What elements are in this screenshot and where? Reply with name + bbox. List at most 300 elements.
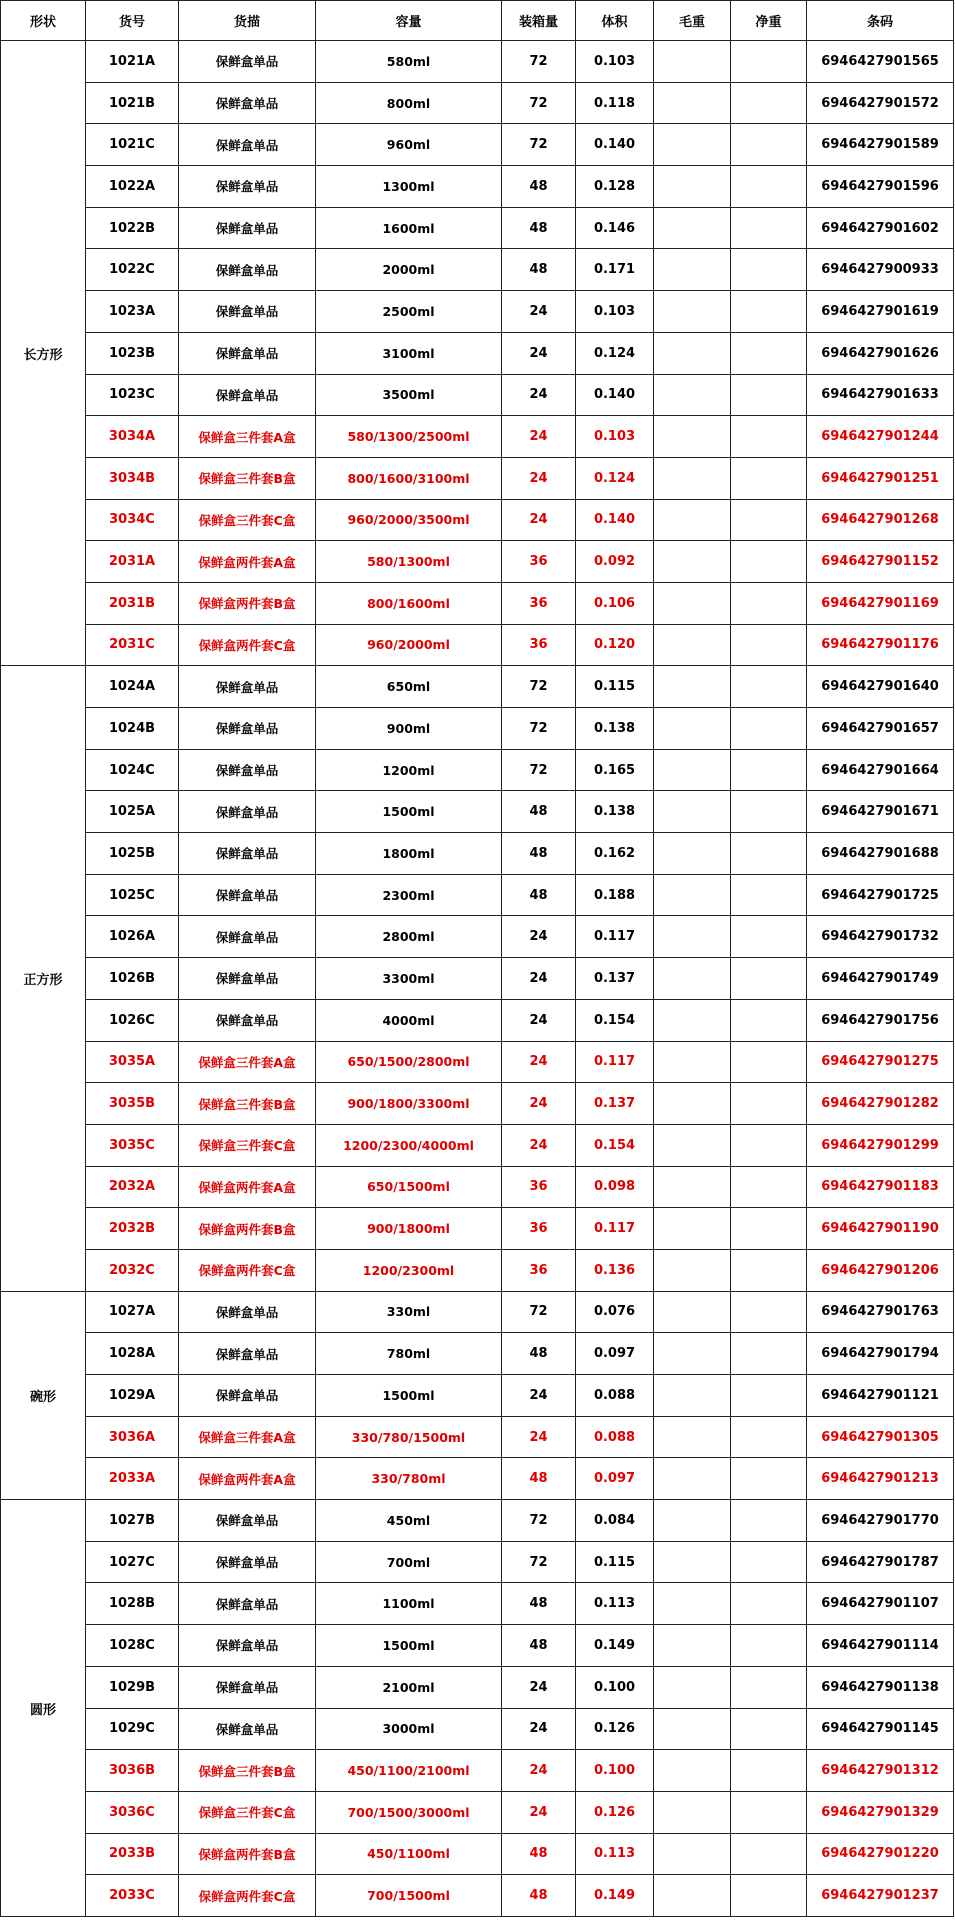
sku-cell: 2033A <box>86 1458 179 1500</box>
capacity-cell: 1600ml <box>316 207 502 249</box>
capacity-cell: 780ml <box>316 1333 502 1375</box>
gross-weight-cell <box>654 1500 731 1542</box>
net-weight-cell <box>731 124 807 166</box>
net-weight-cell <box>731 999 807 1041</box>
volume-cell: 0.140 <box>576 499 654 541</box>
barcode-cell: 6946427901244 <box>807 416 954 458</box>
table-row <box>1 1333 954 1375</box>
net-weight-cell <box>731 374 807 416</box>
description-cell: 保鲜盒单品 <box>179 207 316 249</box>
carton-qty-cell: 24 <box>502 332 576 374</box>
net-weight-cell <box>731 749 807 791</box>
gross-weight-cell <box>654 1375 731 1417</box>
net-weight-cell <box>731 332 807 374</box>
description-cell: 保鲜盒三件套C盒 <box>179 1791 316 1833</box>
gross-weight-cell <box>654 332 731 374</box>
sku-cell: 2031C <box>86 624 179 666</box>
net-weight-cell <box>731 1541 807 1583</box>
carton-qty-cell: 24 <box>502 499 576 541</box>
barcode-cell: 6946427901152 <box>807 541 954 583</box>
sku-cell: 1027B <box>86 1500 179 1542</box>
table-row <box>1 833 954 875</box>
volume-cell: 0.097 <box>576 1458 654 1500</box>
table-row <box>1 457 954 499</box>
barcode-cell: 6946427901183 <box>807 1166 954 1208</box>
capacity-cell: 650ml <box>316 666 502 708</box>
gross-weight-cell <box>654 1416 731 1458</box>
sku-cell: 1024A <box>86 666 179 708</box>
table-row <box>1 124 954 166</box>
carton-qty-cell: 24 <box>502 1791 576 1833</box>
gross-weight-cell <box>654 749 731 791</box>
description-cell: 保鲜盒单品 <box>179 1333 316 1375</box>
carton-qty-cell: 24 <box>502 291 576 333</box>
table-row <box>1 82 954 124</box>
net-weight-cell <box>731 1124 807 1166</box>
net-weight-cell <box>731 82 807 124</box>
gross-weight-cell <box>654 457 731 499</box>
table-row <box>1 1541 954 1583</box>
description-cell: 保鲜盒三件套A盒 <box>179 416 316 458</box>
carton-qty-cell: 24 <box>502 999 576 1041</box>
gross-weight-cell <box>654 624 731 666</box>
net-weight-cell <box>731 1458 807 1500</box>
volume-cell: 0.124 <box>576 457 654 499</box>
carton-qty-cell: 48 <box>502 1333 576 1375</box>
gross-weight-cell <box>654 1750 731 1792</box>
gross-weight-cell <box>654 1833 731 1875</box>
gross-weight-cell <box>654 207 731 249</box>
sku-cell: 1029C <box>86 1708 179 1750</box>
volume-cell: 0.088 <box>576 1416 654 1458</box>
gross-weight-cell <box>654 833 731 875</box>
capacity-cell: 330ml <box>316 1291 502 1333</box>
capacity-cell: 960/2000/3500ml <box>316 499 502 541</box>
net-weight-cell <box>731 1500 807 1542</box>
barcode-cell: 6946427901626 <box>807 332 954 374</box>
sku-cell: 1026C <box>86 999 179 1041</box>
table-row <box>1 582 954 624</box>
volume-cell: 0.100 <box>576 1666 654 1708</box>
carton-qty-cell: 48 <box>502 874 576 916</box>
carton-qty-cell: 36 <box>502 1249 576 1291</box>
barcode-cell: 6946427901237 <box>807 1875 954 1917</box>
header-sku: 货号 <box>86 1 179 41</box>
volume-cell: 0.149 <box>576 1875 654 1917</box>
barcode-cell: 6946427900933 <box>807 249 954 291</box>
table-row <box>1 207 954 249</box>
net-weight-cell <box>731 1375 807 1417</box>
barcode-cell: 6946427901169 <box>807 582 954 624</box>
table-row <box>1 1124 954 1166</box>
capacity-cell: 800/1600/3100ml <box>316 457 502 499</box>
net-weight-cell <box>731 1833 807 1875</box>
capacity-cell: 700ml <box>316 1541 502 1583</box>
carton-qty-cell: 24 <box>502 1124 576 1166</box>
table-row <box>1 624 954 666</box>
volume-cell: 0.154 <box>576 1124 654 1166</box>
carton-qty-cell: 24 <box>502 1041 576 1083</box>
barcode-cell: 6946427901305 <box>807 1416 954 1458</box>
table-body <box>1 41 954 1917</box>
description-cell: 保鲜盒单品 <box>179 1500 316 1542</box>
sku-cell: 1029A <box>86 1375 179 1417</box>
capacity-cell: 3300ml <box>316 958 502 1000</box>
barcode-cell: 6946427901190 <box>807 1208 954 1250</box>
barcode-cell: 6946427901299 <box>807 1124 954 1166</box>
gross-weight-cell <box>654 791 731 833</box>
volume-cell: 0.117 <box>576 916 654 958</box>
volume-cell: 0.103 <box>576 41 654 83</box>
gross-weight-cell <box>654 1333 731 1375</box>
carton-qty-cell: 48 <box>502 166 576 208</box>
header-row <box>1 1 954 41</box>
table-row <box>1 874 954 916</box>
sku-cell: 3035B <box>86 1083 179 1125</box>
description-cell: 保鲜盒单品 <box>179 749 316 791</box>
header-carton-qty: 装箱量 <box>502 1 576 41</box>
sku-cell: 1021C <box>86 124 179 166</box>
barcode-cell: 6946427901565 <box>807 41 954 83</box>
sku-cell: 1026A <box>86 916 179 958</box>
description-cell: 保鲜盒单品 <box>179 166 316 208</box>
description-cell: 保鲜盒三件套A盒 <box>179 1041 316 1083</box>
barcode-cell: 6946427901749 <box>807 958 954 1000</box>
net-weight-cell <box>731 1041 807 1083</box>
table-row <box>1 1458 954 1500</box>
barcode-cell: 6946427901145 <box>807 1708 954 1750</box>
net-weight-cell <box>731 582 807 624</box>
capacity-cell: 1200ml <box>316 749 502 791</box>
net-weight-cell <box>731 1583 807 1625</box>
description-cell: 保鲜盒单品 <box>179 1541 316 1583</box>
table-row <box>1 249 954 291</box>
carton-qty-cell: 48 <box>502 207 576 249</box>
carton-qty-cell: 48 <box>502 791 576 833</box>
gross-weight-cell <box>654 666 731 708</box>
sku-cell: 3036A <box>86 1416 179 1458</box>
gross-weight-cell <box>654 166 731 208</box>
volume-cell: 0.140 <box>576 124 654 166</box>
carton-qty-cell: 72 <box>502 124 576 166</box>
net-weight-cell <box>731 291 807 333</box>
sku-cell: 2032B <box>86 1208 179 1250</box>
capacity-cell: 700/1500/3000ml <box>316 1791 502 1833</box>
sku-cell: 1027C <box>86 1541 179 1583</box>
net-weight-cell <box>731 207 807 249</box>
carton-qty-cell: 24 <box>502 374 576 416</box>
capacity-cell: 800ml <box>316 82 502 124</box>
description-cell: 保鲜盒三件套A盒 <box>179 1416 316 1458</box>
volume-cell: 0.140 <box>576 374 654 416</box>
capacity-cell: 1300ml <box>316 166 502 208</box>
sku-cell: 1026B <box>86 958 179 1000</box>
sku-cell: 1023A <box>86 291 179 333</box>
volume-cell: 0.103 <box>576 416 654 458</box>
net-weight-cell <box>731 1333 807 1375</box>
description-cell: 保鲜盒单品 <box>179 958 316 1000</box>
net-weight-cell <box>731 1875 807 1917</box>
net-weight-cell <box>731 41 807 83</box>
gross-weight-cell <box>654 1041 731 1083</box>
volume-cell: 0.120 <box>576 624 654 666</box>
description-cell: 保鲜盒三件套B盒 <box>179 457 316 499</box>
volume-cell: 0.138 <box>576 708 654 750</box>
carton-qty-cell: 72 <box>502 82 576 124</box>
net-weight-cell <box>731 666 807 708</box>
net-weight-cell <box>731 1708 807 1750</box>
table-row <box>1 1041 954 1083</box>
carton-qty-cell: 48 <box>502 1583 576 1625</box>
table-row <box>1 541 954 583</box>
gross-weight-cell <box>654 708 731 750</box>
capacity-cell: 2300ml <box>316 874 502 916</box>
carton-qty-cell: 72 <box>502 41 576 83</box>
capacity-cell: 3500ml <box>316 374 502 416</box>
carton-qty-cell: 24 <box>502 1416 576 1458</box>
capacity-cell: 2000ml <box>316 249 502 291</box>
header-description: 货描 <box>179 1 316 41</box>
gross-weight-cell <box>654 1791 731 1833</box>
volume-cell: 0.117 <box>576 1041 654 1083</box>
sku-cell: 1025C <box>86 874 179 916</box>
volume-cell: 0.138 <box>576 791 654 833</box>
gross-weight-cell <box>654 1583 731 1625</box>
capacity-cell: 1500ml <box>316 1375 502 1417</box>
description-cell: 保鲜盒单品 <box>179 833 316 875</box>
description-cell: 保鲜盒两件套C盒 <box>179 1249 316 1291</box>
net-weight-cell <box>731 541 807 583</box>
net-weight-cell <box>731 833 807 875</box>
barcode-cell: 6946427901756 <box>807 999 954 1041</box>
description-cell: 保鲜盒单品 <box>179 124 316 166</box>
capacity-cell: 1800ml <box>316 833 502 875</box>
table-row <box>1 166 954 208</box>
carton-qty-cell: 36 <box>502 1166 576 1208</box>
barcode-cell: 6946427901275 <box>807 1041 954 1083</box>
carton-qty-cell: 48 <box>502 249 576 291</box>
net-weight-cell <box>731 1083 807 1125</box>
description-cell: 保鲜盒单品 <box>179 916 316 958</box>
gross-weight-cell <box>654 958 731 1000</box>
net-weight-cell <box>731 1208 807 1250</box>
barcode-cell: 6946427901206 <box>807 1249 954 1291</box>
shape-group-cell: 圆形 <box>1 1500 86 1917</box>
capacity-cell: 1200/2300ml <box>316 1249 502 1291</box>
carton-qty-cell: 48 <box>502 1625 576 1667</box>
volume-cell: 0.126 <box>576 1708 654 1750</box>
table-row <box>1 1666 954 1708</box>
description-cell: 保鲜盒三件套B盒 <box>179 1083 316 1125</box>
capacity-cell: 450/1100ml <box>316 1833 502 1875</box>
description-cell: 保鲜盒两件套A盒 <box>179 541 316 583</box>
gross-weight-cell <box>654 1625 731 1667</box>
sku-cell: 1021B <box>86 82 179 124</box>
carton-qty-cell: 72 <box>502 1291 576 1333</box>
description-cell: 保鲜盒单品 <box>179 1666 316 1708</box>
volume-cell: 0.188 <box>576 874 654 916</box>
gross-weight-cell <box>654 1249 731 1291</box>
table-row <box>1 1416 954 1458</box>
sku-cell: 1025A <box>86 791 179 833</box>
sku-cell: 2031B <box>86 582 179 624</box>
sku-cell: 2033B <box>86 1833 179 1875</box>
sku-cell: 1023B <box>86 332 179 374</box>
carton-qty-cell: 48 <box>502 1458 576 1500</box>
barcode-cell: 6946427901794 <box>807 1333 954 1375</box>
carton-qty-cell: 24 <box>502 457 576 499</box>
capacity-cell: 650/1500ml <box>316 1166 502 1208</box>
sku-cell: 3035C <box>86 1124 179 1166</box>
volume-cell: 0.137 <box>576 958 654 1000</box>
carton-qty-cell: 72 <box>502 1541 576 1583</box>
table-row <box>1 1750 954 1792</box>
capacity-cell: 580ml <box>316 41 502 83</box>
sku-cell: 2032A <box>86 1166 179 1208</box>
description-cell: 保鲜盒单品 <box>179 291 316 333</box>
carton-qty-cell: 24 <box>502 916 576 958</box>
capacity-cell: 3100ml <box>316 332 502 374</box>
gross-weight-cell <box>654 1666 731 1708</box>
capacity-cell: 900ml <box>316 708 502 750</box>
gross-weight-cell <box>654 124 731 166</box>
capacity-cell: 960ml <box>316 124 502 166</box>
volume-cell: 0.126 <box>576 1791 654 1833</box>
description-cell: 保鲜盒单品 <box>179 1708 316 1750</box>
description-cell: 保鲜盒单品 <box>179 41 316 83</box>
gross-weight-cell <box>654 1291 731 1333</box>
gross-weight-cell <box>654 41 731 83</box>
net-weight-cell <box>731 1625 807 1667</box>
sku-cell: 1025B <box>86 833 179 875</box>
net-weight-cell <box>731 958 807 1000</box>
description-cell: 保鲜盒两件套A盒 <box>179 1458 316 1500</box>
gross-weight-cell <box>654 374 731 416</box>
barcode-cell: 6946427901176 <box>807 624 954 666</box>
table-row <box>1 1708 954 1750</box>
carton-qty-cell: 72 <box>502 708 576 750</box>
barcode-cell: 6946427901329 <box>807 1791 954 1833</box>
capacity-cell: 450ml <box>316 1500 502 1542</box>
carton-qty-cell: 36 <box>502 1208 576 1250</box>
gross-weight-cell <box>654 1208 731 1250</box>
barcode-cell: 6946427901619 <box>807 291 954 333</box>
carton-qty-cell: 24 <box>502 1375 576 1417</box>
volume-cell: 0.076 <box>576 1291 654 1333</box>
barcode-cell: 6946427901725 <box>807 874 954 916</box>
table-row <box>1 666 954 708</box>
capacity-cell: 580/1300/2500ml <box>316 416 502 458</box>
barcode-cell: 6946427901268 <box>807 499 954 541</box>
volume-cell: 0.100 <box>576 1750 654 1792</box>
gross-weight-cell <box>654 1166 731 1208</box>
gross-weight-cell <box>654 416 731 458</box>
capacity-cell: 700/1500ml <box>316 1875 502 1917</box>
capacity-cell: 330/780/1500ml <box>316 1416 502 1458</box>
description-cell: 保鲜盒单品 <box>179 1375 316 1417</box>
table-row <box>1 916 954 958</box>
carton-qty-cell: 72 <box>502 666 576 708</box>
volume-cell: 0.113 <box>576 1583 654 1625</box>
table-row <box>1 958 954 1000</box>
sku-cell: 1023C <box>86 374 179 416</box>
table-row <box>1 1500 954 1542</box>
table-row <box>1 1208 954 1250</box>
volume-cell: 0.165 <box>576 749 654 791</box>
carton-qty-cell: 48 <box>502 1833 576 1875</box>
description-cell: 保鲜盒单品 <box>179 1625 316 1667</box>
capacity-cell: 330/780ml <box>316 1458 502 1500</box>
carton-qty-cell: 72 <box>502 749 576 791</box>
volume-cell: 0.113 <box>576 1833 654 1875</box>
barcode-cell: 6946427901213 <box>807 1458 954 1500</box>
sku-cell: 1021A <box>86 41 179 83</box>
net-weight-cell <box>731 916 807 958</box>
sku-cell: 3034A <box>86 416 179 458</box>
capacity-cell: 450/1100/2100ml <box>316 1750 502 1792</box>
table-row <box>1 999 954 1041</box>
capacity-cell: 1500ml <box>316 1625 502 1667</box>
gross-weight-cell <box>654 1083 731 1125</box>
volume-cell: 0.118 <box>576 82 654 124</box>
capacity-cell: 1500ml <box>316 791 502 833</box>
capacity-cell: 3000ml <box>316 1708 502 1750</box>
description-cell: 保鲜盒单品 <box>179 1291 316 1333</box>
capacity-cell: 2500ml <box>316 291 502 333</box>
barcode-cell: 6946427901596 <box>807 166 954 208</box>
description-cell: 保鲜盒单品 <box>179 874 316 916</box>
gross-weight-cell <box>654 249 731 291</box>
table-row <box>1 708 954 750</box>
description-cell: 保鲜盒三件套C盒 <box>179 499 316 541</box>
sku-cell: 1022B <box>86 207 179 249</box>
sku-cell: 1027A <box>86 1291 179 1333</box>
volume-cell: 0.115 <box>576 1541 654 1583</box>
sku-cell: 3035A <box>86 1041 179 1083</box>
volume-cell: 0.084 <box>576 1500 654 1542</box>
table-row <box>1 1291 954 1333</box>
capacity-cell: 1100ml <box>316 1583 502 1625</box>
gross-weight-cell <box>654 916 731 958</box>
table-row <box>1 374 954 416</box>
table-row <box>1 1249 954 1291</box>
net-weight-cell <box>731 1791 807 1833</box>
volume-cell: 0.092 <box>576 541 654 583</box>
description-cell: 保鲜盒单品 <box>179 999 316 1041</box>
description-cell: 保鲜盒单品 <box>179 374 316 416</box>
barcode-cell: 6946427901138 <box>807 1666 954 1708</box>
gross-weight-cell <box>654 1458 731 1500</box>
table-row <box>1 1833 954 1875</box>
capacity-cell: 800/1600ml <box>316 582 502 624</box>
header-barcode: 条码 <box>807 1 954 41</box>
barcode-cell: 6946427901664 <box>807 749 954 791</box>
sku-cell: 3036B <box>86 1750 179 1792</box>
net-weight-cell <box>731 1416 807 1458</box>
carton-qty-cell: 36 <box>502 541 576 583</box>
capacity-cell: 900/1800/3300ml <box>316 1083 502 1125</box>
description-cell: 保鲜盒单品 <box>179 82 316 124</box>
volume-cell: 0.103 <box>576 291 654 333</box>
net-weight-cell <box>731 249 807 291</box>
capacity-cell: 900/1800ml <box>316 1208 502 1250</box>
volume-cell: 0.115 <box>576 666 654 708</box>
sku-cell: 1029B <box>86 1666 179 1708</box>
gross-weight-cell <box>654 1708 731 1750</box>
net-weight-cell <box>731 416 807 458</box>
capacity-cell: 2100ml <box>316 1666 502 1708</box>
table-row <box>1 1791 954 1833</box>
